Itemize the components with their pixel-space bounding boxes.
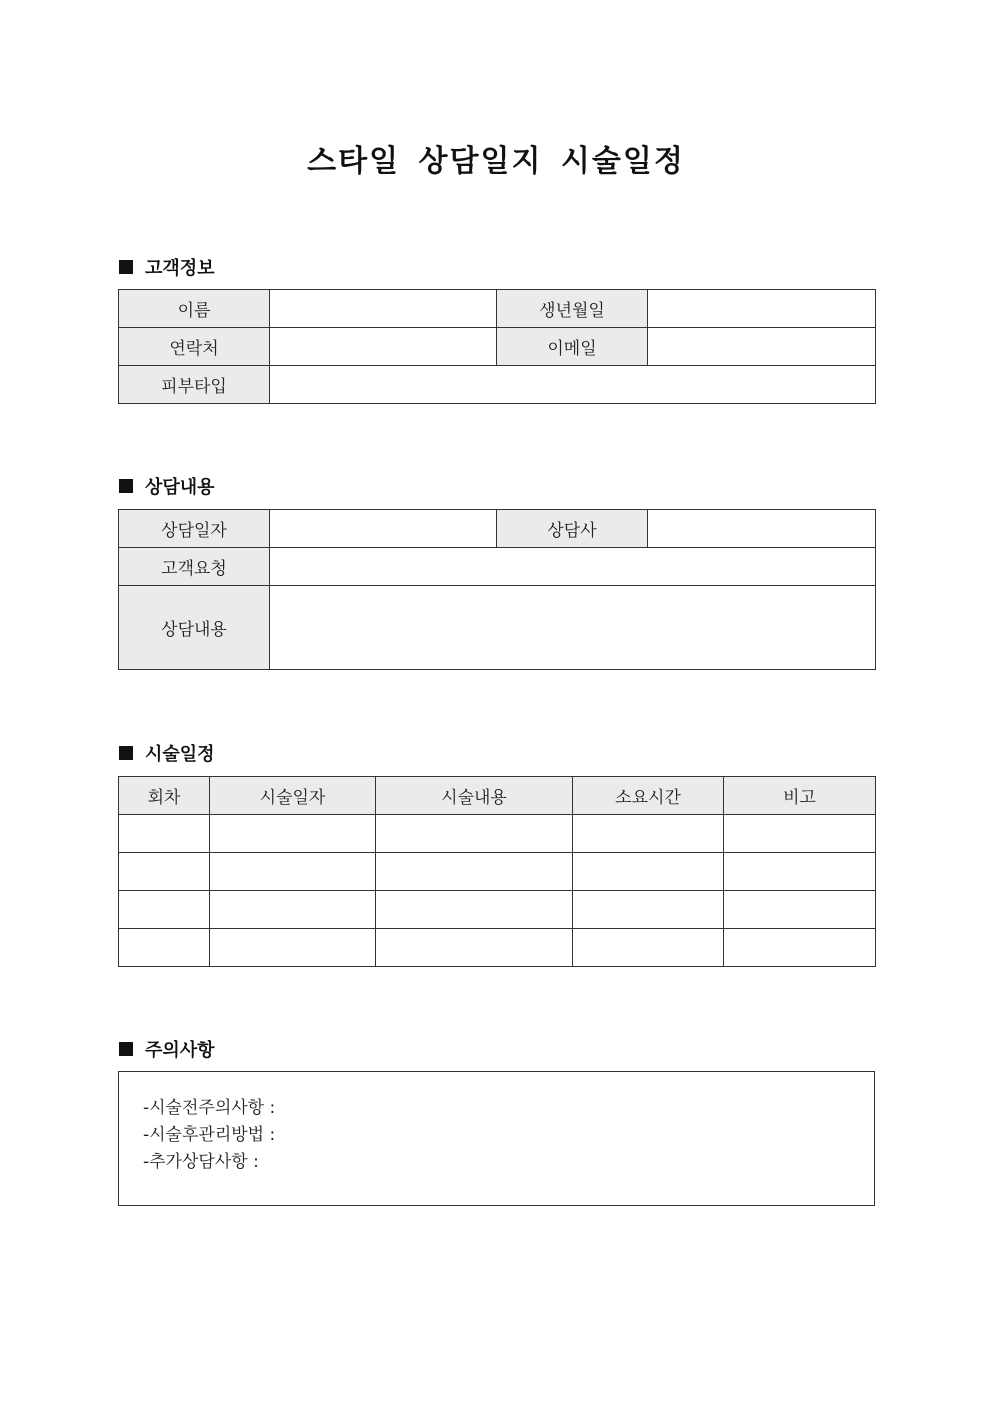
consultation-content-field[interactable] — [270, 586, 876, 670]
table-row — [119, 586, 876, 670]
column-header-treatment-date: 시술일자 — [210, 777, 376, 815]
consultant-label: 상담사 — [497, 510, 648, 548]
consultation-table — [118, 509, 876, 670]
table-cell[interactable] — [376, 853, 573, 891]
section-heading-label: 고객정보 — [145, 258, 215, 279]
table-cell[interactable] — [210, 891, 376, 929]
column-header-session: 회차 — [119, 777, 210, 815]
table-cell[interactable] — [210, 853, 376, 891]
table-cell[interactable] — [573, 815, 724, 853]
table-row — [119, 891, 876, 929]
square-bullet-icon — [119, 1042, 133, 1056]
table-row — [119, 929, 876, 967]
schedule-table — [118, 776, 876, 967]
section-heading-label: 주의사항 — [145, 1040, 215, 1061]
birth-date-label: 생년월일 — [497, 290, 648, 328]
section-heading-notes — [119, 1036, 215, 1062]
table-cell[interactable] — [119, 929, 210, 967]
table-cell[interactable] — [573, 891, 724, 929]
customer-info-table — [118, 289, 876, 404]
table-cell[interactable] — [119, 891, 210, 929]
column-header-treatment-content: 시술내용 — [376, 777, 573, 815]
skin-type-field[interactable] — [270, 366, 876, 404]
square-bullet-icon — [119, 479, 133, 493]
table-cell[interactable] — [210, 815, 376, 853]
consultation-date-field[interactable] — [270, 510, 497, 548]
table-row — [119, 815, 876, 853]
name-field[interactable] — [270, 290, 497, 328]
table-cell[interactable] — [724, 853, 876, 891]
table-row — [119, 328, 876, 366]
email-field[interactable] — [648, 328, 876, 366]
table-cell[interactable] — [119, 815, 210, 853]
table-cell[interactable] — [210, 929, 376, 967]
column-header-remarks: 비고 — [724, 777, 876, 815]
skin-type-label: 피부타입 — [119, 366, 270, 404]
birth-date-field[interactable] — [648, 290, 876, 328]
table-cell[interactable] — [376, 929, 573, 967]
table-header-row — [119, 777, 876, 815]
table-row — [119, 548, 876, 586]
consultation-date-label: 상담일자 — [119, 510, 270, 548]
contact-field[interactable] — [270, 328, 497, 366]
table-row — [119, 290, 876, 328]
page-title: 스타일 상담일지 시술일정 — [307, 144, 685, 179]
table-row — [119, 366, 876, 404]
note-line-additional: -추가상담사항 : — [143, 1152, 259, 1172]
name-label: 이름 — [119, 290, 270, 328]
table-row — [119, 510, 876, 548]
table-row — [119, 853, 876, 891]
email-label: 이메일 — [497, 328, 648, 366]
table-cell[interactable] — [724, 929, 876, 967]
customer-request-field[interactable] — [270, 548, 876, 586]
section-heading-consultation — [119, 473, 215, 499]
square-bullet-icon — [119, 746, 133, 760]
contact-label: 연락처 — [119, 328, 270, 366]
square-bullet-icon — [119, 260, 133, 274]
column-header-duration: 소요시간 — [573, 777, 724, 815]
note-line-aftercare: -시술후관리방법 : — [143, 1125, 276, 1145]
table-cell[interactable] — [573, 853, 724, 891]
table-cell[interactable] — [573, 929, 724, 967]
table-cell[interactable] — [376, 891, 573, 929]
consultant-field[interactable] — [648, 510, 876, 548]
table-cell[interactable] — [724, 815, 876, 853]
section-heading-label: 상담내용 — [145, 477, 215, 498]
note-line-pre-treatment: -시술전주의사항 : — [143, 1098, 276, 1118]
table-cell[interactable] — [724, 891, 876, 929]
customer-request-label: 고객요청 — [119, 548, 270, 586]
section-heading-customer-info — [119, 254, 215, 280]
section-heading-schedule — [119, 740, 215, 766]
consultation-content-label: 상담내용 — [119, 586, 270, 670]
section-heading-label: 시술일정 — [145, 744, 215, 765]
table-cell[interactable] — [119, 853, 210, 891]
table-cell[interactable] — [376, 815, 573, 853]
notes-box[interactable] — [118, 1071, 875, 1206]
